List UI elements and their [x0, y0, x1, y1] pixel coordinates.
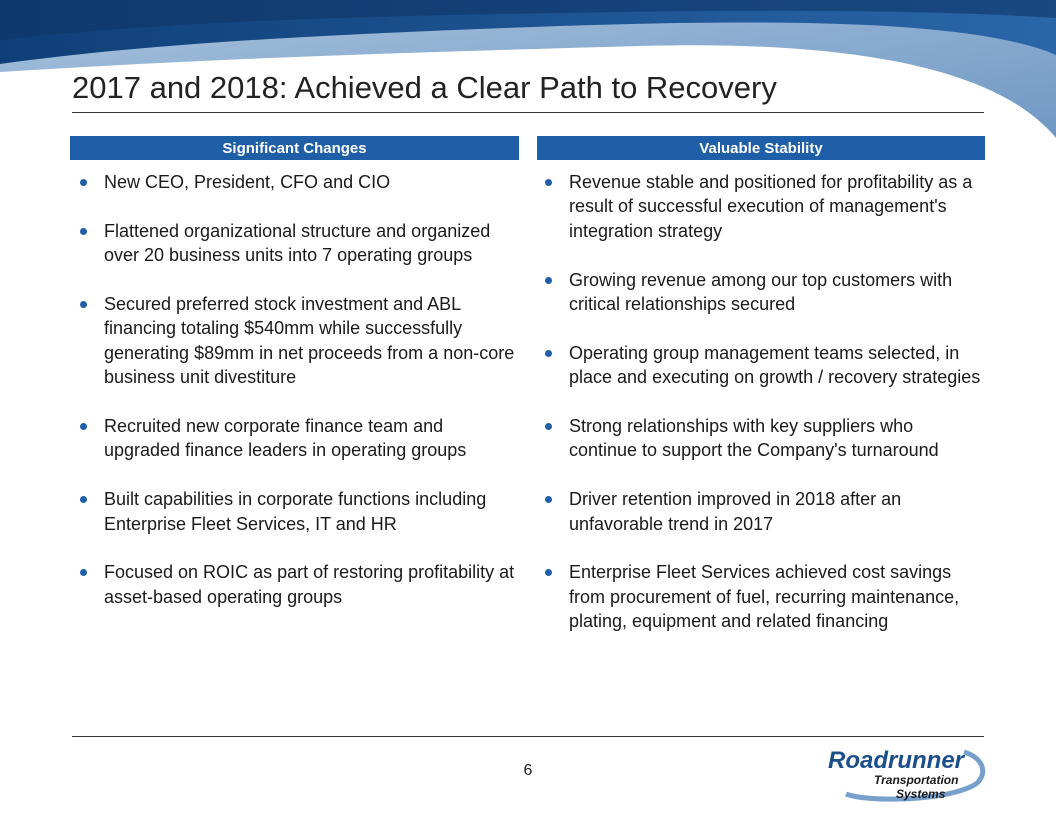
list-item	[545, 170, 981, 243]
list-item-text: Operating group management teams selected, in place and executing on growth / recovery strategies	[569, 342, 981, 388]
list-item	[80, 292, 516, 390]
bullet-icon	[545, 350, 552, 357]
bullet-icon	[80, 228, 87, 235]
bullet-icon	[545, 423, 552, 430]
bullet-icon	[80, 423, 87, 430]
bullet-icon	[545, 496, 552, 503]
list-item-text: Recruited new corporate finance team and upgraded finance leaders in operating groups	[104, 416, 467, 461]
list-item-text: Strong relationships with key suppliers who continue to support the Company's turnaround	[569, 416, 939, 461]
roadrunner-logo	[826, 744, 986, 802]
list-item-text: Flattened organizational structure and organized over 20 business units into 7 operating groups	[104, 220, 491, 266]
valuable-stability-list	[545, 170, 981, 658]
logo-line-1: Transportation	[874, 773, 959, 787]
bullet-icon	[80, 301, 87, 308]
bullet-icon	[80, 179, 87, 186]
page-number: 6	[523, 762, 533, 779]
bullet-icon	[80, 569, 87, 576]
list-item-text: Driver retention improved in 2018 after an unfavorable trend in 2017	[569, 489, 902, 534]
logo-wordmark: Roadrunner	[828, 747, 965, 774]
list-item	[545, 414, 981, 463]
list-item-text: Built capabilities in corporate functions including Enterprise Fleet Services, IT and HR	[104, 489, 487, 534]
list-item	[545, 268, 981, 317]
list-item	[80, 560, 516, 609]
footer-divider	[72, 736, 984, 737]
significant-changes-list	[80, 170, 516, 634]
bullet-icon	[545, 569, 552, 576]
list-item	[545, 487, 981, 536]
bullet-icon	[80, 496, 87, 503]
list-item-text: Focused on ROIC as part of restoring profitability at asset-based operating groups	[104, 562, 515, 607]
list-item	[80, 487, 516, 536]
list-item	[80, 219, 516, 268]
significant-changes-header: Significant Changes	[70, 136, 519, 160]
title-divider	[72, 112, 984, 113]
list-item-text: Growing revenue among our top customers with critical relationships secured	[569, 269, 953, 315]
valuable-stability-header: Valuable Stability	[537, 136, 985, 160]
list-item	[80, 414, 516, 463]
list-item-text: Enterprise Fleet Services achieved cost savings from procurement of fuel, recurring maintenance, plating, equipment and related financing	[569, 562, 960, 632]
bullet-icon	[545, 179, 552, 186]
list-item-text: Revenue stable and positioned for profitability as a result of successful execution of management's integration strategy	[569, 172, 973, 241]
list-item-text: New CEO, President, CFO and CIO	[104, 172, 391, 192]
slide-title: 2017 and 2018: Achieved a Clear Path to Recovery	[72, 70, 777, 105]
bullet-icon	[545, 277, 552, 284]
list-item	[545, 341, 981, 390]
list-item-text: Secured preferred stock investment and ABL financing totaling $540mm while successfully generating $89mm in net proceeds from a non-core business unit divestiture	[104, 294, 515, 388]
list-item	[545, 560, 981, 633]
logo-line-2: Systems	[896, 787, 946, 801]
list-item	[80, 170, 516, 194]
